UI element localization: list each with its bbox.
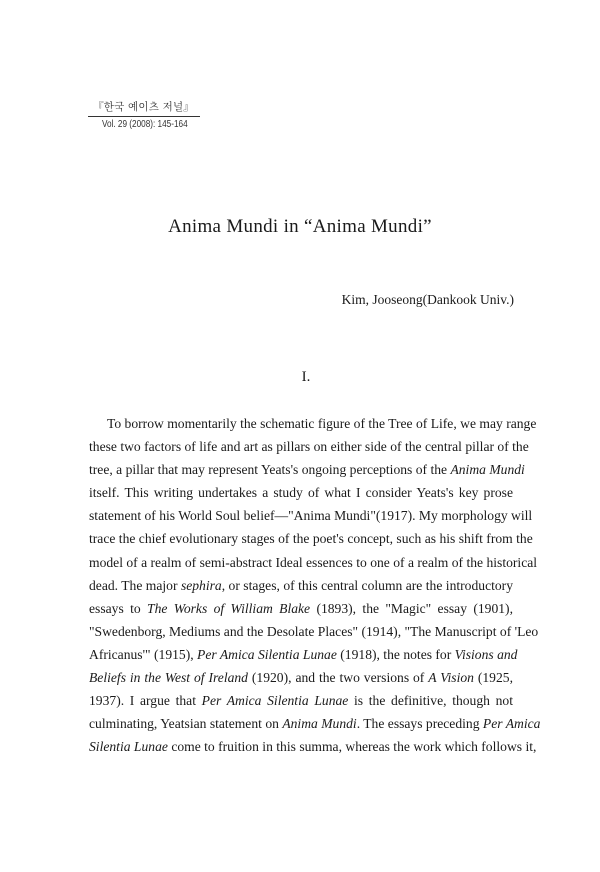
body-text-segment: statement of his World Soul belief—"Anima Mundi"(1917). My morphology will <box>89 508 533 524</box>
body-text-segment: . The essays preceding <box>356 716 483 732</box>
journal-header <box>88 101 200 131</box>
body-line <box>89 435 529 458</box>
italic-text: Per Amica Silentia Lunae <box>201 693 349 709</box>
body-text-segment: tree, a pillar that may represent Yeats's ongoing perceptions of the <box>89 462 451 478</box>
body-line <box>89 481 513 504</box>
body-text-segment: trace the chief evolutionary stages of the poet's concept, such as his shift from the <box>89 531 533 547</box>
body-text-segment: culminating, Yeatsian statement on <box>89 716 283 732</box>
italic-text: A Vision <box>428 670 474 686</box>
italic-text: Silentia Lunae <box>89 739 168 755</box>
body-text-segment: dead. The major <box>89 577 181 593</box>
body-text-segment: (1925, <box>473 670 513 686</box>
italic-text: The Works of William Blake <box>147 600 311 616</box>
body-line <box>89 527 533 550</box>
journal-name: 『한국 예이츠 저널』 <box>88 101 200 117</box>
section-heading: I. <box>301 369 311 385</box>
body-line <box>89 666 513 689</box>
italic-text: Per Amica Silentia Lunae <box>197 646 337 662</box>
body-text-segment: these two factors of life and art as pillars on either side of the central pillar of the <box>89 439 529 455</box>
body-text-segment: (1918), the notes for <box>336 646 455 662</box>
body-line <box>89 574 513 597</box>
body-line <box>89 504 533 527</box>
body-text-segment: (1893), the "Magic" essay (1901), <box>310 600 513 616</box>
body-text-segment: "Swedenborg, Mediums and the Desolate Places" (1914), "The Manuscript of 'Leo <box>89 623 539 639</box>
body-text-segment: come to fruition in this summa, whereas the work which follows it, <box>167 739 537 755</box>
italic-text: Per Amica <box>482 716 541 732</box>
italic-text: Beliefs in the West of Ireland <box>89 670 248 686</box>
body-text-segment: To borrow momentarily the schematic figure of the Tree of Life, we may range <box>107 416 537 431</box>
body-line <box>89 735 537 758</box>
body-line <box>89 597 513 620</box>
body-paragraph <box>89 412 541 758</box>
italic-text: Visions and <box>454 646 518 662</box>
body-line <box>89 689 513 712</box>
journal-volume-info: Vol. 29 (2008): 145-164 <box>101 119 188 130</box>
body-text-segment: model of a realm of semi-abstract Ideal essences to one of a realm of the historical <box>89 554 538 570</box>
body-line <box>89 458 525 481</box>
italic-text: sephira <box>180 577 222 593</box>
body-text-segment: , or stages, of this central column are the introductory <box>221 577 513 593</box>
body-text-segment: is the definitive, though not <box>348 693 513 709</box>
italic-text: Anima Mundi <box>282 716 357 732</box>
body-line <box>89 412 537 435</box>
body-text-segment: Africanus'" (1915), <box>89 646 198 662</box>
body-line <box>89 620 539 643</box>
body-text-segment: (1920), and the two versions of <box>247 670 429 686</box>
body-line <box>89 551 538 574</box>
italic-text: Anima Mundi <box>450 462 525 478</box>
body-text-segment: essays to <box>89 600 148 616</box>
body-text-segment: itself. This writing undertakes a study of what I consider Yeats's key prose <box>89 485 513 501</box>
article-title: Anima Mundi in “Anima Mundi” <box>168 216 432 237</box>
body-line <box>89 643 518 666</box>
body-text-segment: 1937). I argue that <box>89 693 202 709</box>
author-byline: Kim, Jooseong(Dankook Univ.) <box>341 292 514 307</box>
body-line <box>89 712 541 735</box>
